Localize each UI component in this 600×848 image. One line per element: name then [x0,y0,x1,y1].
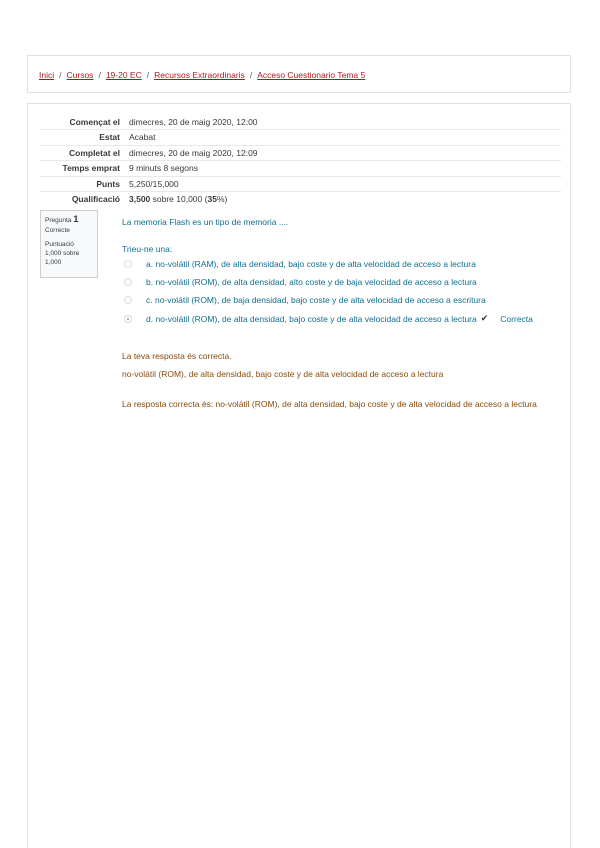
breadcrumb-separator: / [98,70,101,80]
check-icon: ✔ [480,313,489,323]
answer-option-c[interactable] [122,295,486,305]
breadcrumb [39,70,365,80]
question-number [45,215,93,225]
grade-percent: 35 [207,193,217,204]
answer-option-b[interactable] [122,277,477,287]
summary-label: Estat [99,132,120,143]
question-text: La memoria Flash es un tipo de memoria .... [122,217,289,227]
summary-value: dimecres, 20 de maig 2020, 12:00 [129,117,258,127]
answer-option-d[interactable] [122,313,533,324]
answer-option-a[interactable] [122,259,476,269]
breadcrumb-link-cursos[interactable]: Cursos [66,70,94,80]
radio-button[interactable] [124,296,132,304]
summary-value: dimecres, 20 de maig 2020, 12:09 [129,147,258,158]
question-number-value: 1 [73,214,79,225]
general-feedback: no-volátil (ROM), de alta densidad, bajo coste y de alta velocidad de acceso a lectura [122,369,444,379]
question-info-box [40,210,98,278]
question-state: Correcte [45,227,70,234]
right-answer: La resposta correcta és: no-volátil (ROM), de alta densidad, bajo coste y de alta velocidad de acceso a lectura [122,399,537,409]
grade-percent-sign: %) [216,193,228,204]
question-mark-value: 1,000 sobre [45,250,80,257]
summary-row-state [40,130,561,145]
summary-row-marks [40,177,561,192]
summary-value: Acabat [129,132,156,143]
question-content [122,217,562,324]
radio-button-selected[interactable] [124,315,132,323]
attempt-summary-table [40,115,561,206]
breadcrumb-separator: / [146,70,150,80]
summary-value: 9 minuts 8 segons [129,163,198,174]
correct-mark: Correcta [500,313,533,324]
summary-value: 5,250/15,000 [129,178,179,189]
radio-button[interactable] [124,278,132,286]
breadcrumb-link-quiz[interactable]: Acceso Cuestionario Tema 5 [257,70,366,80]
answer-prompt: Trieu-ne una: [122,244,173,254]
answer-label: a. no-volátil (RAM), de alta densidad, bajo coste y de alta velocidad de acceso a lectura [146,259,476,269]
breadcrumb-link-section[interactable]: Recursos Extraordinaris [154,70,245,80]
summary-label: Punts [96,178,120,189]
answer-label: c. no-volátil (ROM), de baja densidad, bajo coste y de alta velocidad de acceso a escritura [146,295,486,305]
radio-button[interactable] [124,260,132,268]
grade-out-of: sobre 10,000 ( [150,193,208,204]
question-label: Pregunta [45,217,72,224]
summary-row-completed [40,146,561,161]
summary-row-started [40,115,561,130]
summary-value [120,192,227,206]
summary-label: Qualificació [71,193,120,204]
breadcrumb-separator: / [59,70,62,80]
summary-row-time-taken [40,161,561,176]
main-region [27,103,571,848]
summary-label: Temps emprat [62,163,120,174]
grade-value: 3,500 [129,193,151,204]
question-mark-max: 1,000 [45,259,62,266]
answer-label: d. no-volátil (ROM), de alta densidad, bajo coste y de alta velocidad de acceso a lectura [146,313,477,324]
breadcrumb-container [27,55,571,93]
breadcrumb-link-inici[interactable]: Inici [39,70,55,80]
question-mark-label: Puntuació [45,241,74,248]
breadcrumb-link-course[interactable]: 19-20 EC [105,70,142,80]
summary-label: Començat el [69,117,120,127]
breadcrumb-separator: / [249,70,253,80]
answer-label: b. no-volátil (ROM), de alta densidad, alto coste y de baja velocidad de acceso a lectura [146,277,477,287]
summary-label: Completat el [68,147,120,158]
summary-row-grade [40,192,561,206]
specific-feedback: La teva resposta és correcta. [122,351,232,361]
